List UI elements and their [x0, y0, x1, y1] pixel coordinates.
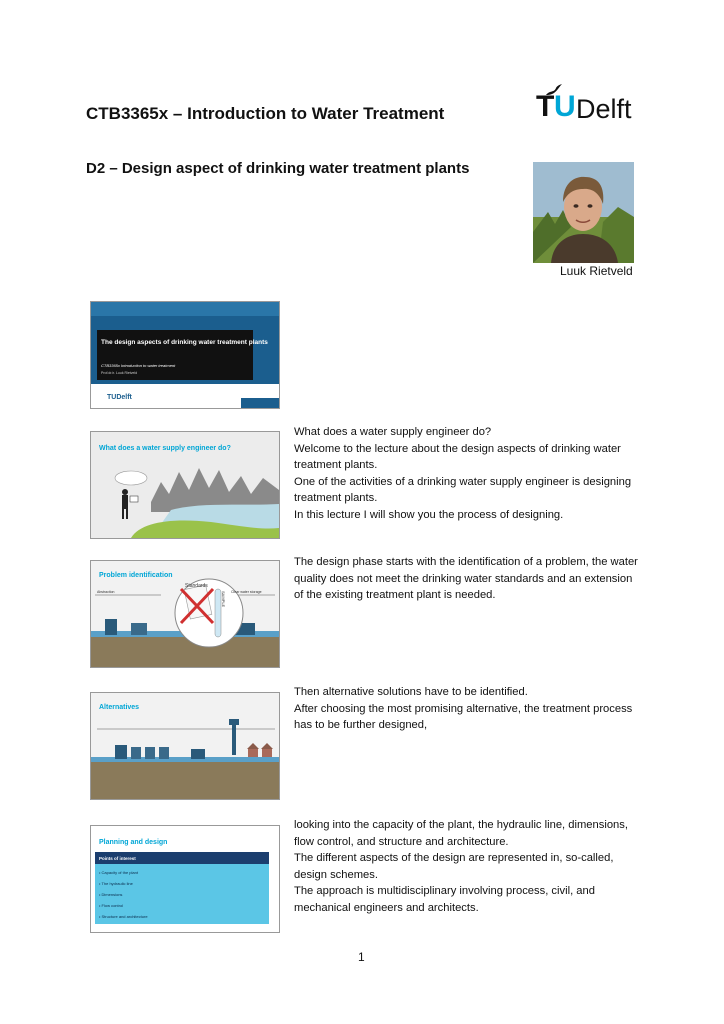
slide5-bullet: Capacity of the plant — [101, 870, 138, 875]
slide4-title: Alternatives — [99, 704, 140, 711]
slide5-bullet: The hydraulic line — [101, 881, 133, 886]
slide5-title: Planning and design — [99, 839, 168, 846]
slide1-title: The design aspects of drinking water treatment plants — [101, 339, 268, 346]
note-line: After choosing the most promising alternative, the treatment process has to be further designed, — [294, 702, 633, 731]
svg-text:• Flow control: • Flow control — [99, 903, 124, 908]
note-line: looking into the capacity of the plant, the hydraulic line, dimensions, flow control, and structure and architecture. — [294, 819, 628, 848]
notes-engineer — [294, 424, 644, 523]
note-line: Then alternative solutions have to be identified. — [294, 686, 528, 698]
notes-planning — [294, 817, 644, 916]
note-line: One of the activities of a drinking water supply engineer is designing treatment plants. — [294, 475, 632, 504]
slide-thumbnail-problem — [90, 560, 280, 668]
slide3-title: Problem identification — [99, 572, 173, 579]
slide3-abstraction: Abstraction — [97, 590, 115, 594]
svg-text:• Structure and architecture: • Structure and architecture — [99, 914, 148, 919]
note-line: Welcome to the lecture about the design aspects of drinking water treatment plants. — [294, 442, 621, 471]
speaker-name: Luuk Rietveld — [560, 264, 633, 278]
course-title: CTB3365x – Introduction to Water Treatment — [86, 104, 445, 123]
slide5-bullet: Dimensions — [101, 892, 123, 897]
slide1-author: Prof.dr.ir. Luuk Rietveld — [101, 371, 138, 375]
slide-thumbnail-alternatives — [90, 692, 280, 800]
logo-letter-u: U — [554, 90, 576, 123]
slide2-title: What does a water supply engineer do? — [99, 445, 231, 452]
logo-word-delft: Delft — [576, 94, 632, 124]
slide-thumbnail-title — [90, 301, 280, 409]
note-line: The approach is multidisciplinary involving process, civil, and mechanical engineers and architects. — [294, 885, 595, 914]
slide3-standards: Standards — [185, 583, 208, 589]
slide1-logo: TUDelft — [107, 394, 132, 401]
slide-thumbnail-planning — [90, 825, 280, 933]
slide5-bullet: Structure and architecture — [101, 914, 148, 919]
slide5-bullet: Flow control — [101, 903, 124, 908]
lecture-title: D2 – Design aspect of drinking water treatment plants — [86, 160, 470, 177]
logo-letter-t: T — [536, 90, 555, 123]
note-line: The design phase starts with the identification of a problem, the water quality does not meet the drinking water standards and an extension of the existing treatment plant is needed. — [294, 556, 638, 601]
svg-text:• The hydraulic line: • The hydraulic line — [99, 881, 133, 886]
slide-thumbnail-engineer — [90, 431, 280, 539]
slide3-sample: SAMPLE — [221, 591, 226, 608]
slide5-box-header: Points of interest — [99, 856, 136, 861]
note-line: What does a water supply engineer do? — [294, 426, 492, 438]
note-line: In this lecture I will show you the process of designing. — [294, 508, 564, 521]
notes-problem — [294, 554, 644, 604]
notes-alternatives — [294, 684, 644, 734]
svg-text:• Capacity of the plant: • Capacity of the plant — [99, 870, 138, 875]
tudelft-logo — [536, 84, 636, 126]
svg-text:• Dimensions: • Dimensions — [99, 892, 123, 897]
slide1-subtitle: CTB3365x Introduction to water treatment — [101, 363, 176, 368]
page-number: 1 — [358, 950, 365, 964]
speaker-photo — [533, 162, 634, 263]
note-line: The different aspects of the design are represented in, so-called, design schemes. — [294, 852, 614, 881]
slide3-storage: Clear water storage — [231, 590, 262, 594]
